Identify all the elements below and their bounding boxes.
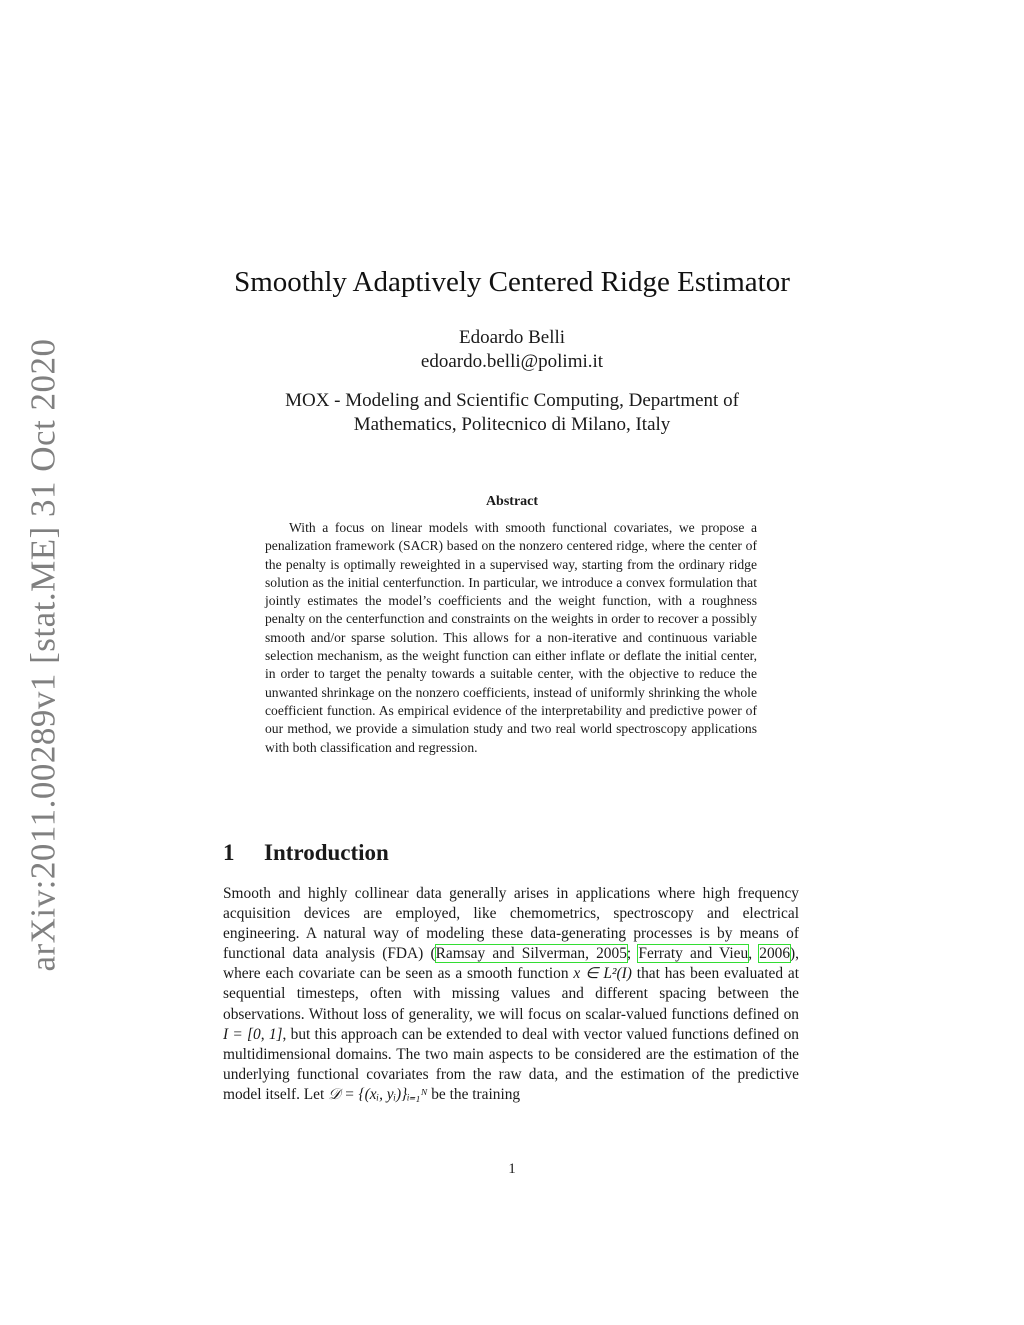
arxiv-identifier-text: arXiv:2011.00289v1 [stat.ME] 31 Oct 2020	[24, 338, 64, 972]
page-number: 1	[508, 1161, 516, 1177]
intro-text-2: ), where each covariate can be seen as a smooth function	[223, 945, 800, 983]
affiliation-line-1: MOX - Modeling and Scientific Computing, Department of	[285, 390, 739, 411]
section-title: Introduction	[264, 840, 389, 865]
math-inline-x-in-l2: x ∈ L²(I)	[573, 965, 632, 983]
author-email: edoardo.belli@polimi.it	[420, 351, 604, 372]
arxiv-identifier-stamp	[14, 338, 74, 972]
citation-link-year-2006[interactable]: 2006	[759, 945, 791, 963]
introduction-paragraph	[223, 884, 799, 1105]
affiliation-block	[230, 389, 794, 437]
citation-link-ferraty-vieu[interactable]: Ferraty and Vieu	[638, 945, 749, 963]
author-name: Edoardo Belli	[458, 327, 566, 348]
section-heading	[223, 840, 389, 866]
math-inline-domain: I = [0, 1]	[223, 1025, 283, 1043]
author-block	[0, 326, 1024, 374]
paper-title: Smoothly Adaptively Centered Ridge Estimator	[234, 266, 790, 298]
section-number: 1	[223, 840, 235, 865]
citation-link-ramsay-silverman[interactable]: Ramsay and Silverman, 2005	[435, 945, 627, 963]
intro-text-1: Smooth and highly collinear data generally arises in applications where high frequency acquisition devices are employed, like chemometrics, spectroscopy and electrical engineering. A natural way of modeling these data-generating processes is by means of functional data analysis (FDA) (	[223, 885, 799, 963]
intro-text-4: , but this approach can be extended to deal with vector valued functions defined on multidimensional domains. The two main aspects to be considered are the estimation of the underlying functional covariates from the raw data, and the estimation of the predictive model itself. Let	[223, 1025, 799, 1103]
intro-text-5: be the training	[427, 1085, 521, 1103]
math-inline-dataset: 𝒟 = {(xᵢ, yᵢ)}ᵢ₌₁ᴺ	[328, 1085, 428, 1103]
citation-separator: ,	[748, 945, 760, 963]
intro-text-3: that has been evaluated at sequential timesteps, often with missing values and different spacing between the observations. Without loss of generality, we will focus on scalar-valued functions defined on	[223, 965, 799, 1023]
affiliation-line-2: Mathematics, Politecnico di Milano, Italy	[353, 414, 671, 435]
citation-separator: ;	[626, 945, 639, 963]
abstract-text: With a focus on linear models with smooth functional covariates, we propose a penalization framework (SACR) based on the nonzero centered ridge, where the center of the penalty is optimally reweighted in a supervised way, starting from the ordinary ridge solution as the initial centerfunction. In particular, we introduce a convex formulation that jointly estimates the model’s coefficients and the weight function, with a roughness penalty on the centerfunction and constraints on the weights in order to recover a possibly smooth and/or sparse solution. This allows for a non-iterative and continuous variable selection mechanism, as the weight function can either inflate or deflate the initial center, in order to target the penalty towards a suitable center, with the objective to reduce the unwanted shrinkage on the nonzero coefficients, instead of uniformly shrinking the whole coefficient function. As empirical evidence of the interpretability and predictive power of our method, we provide a simulation study and two real world spectroscopy applications with both classification and regression.	[265, 520, 757, 755]
abstract-heading: Abstract	[485, 494, 539, 509]
